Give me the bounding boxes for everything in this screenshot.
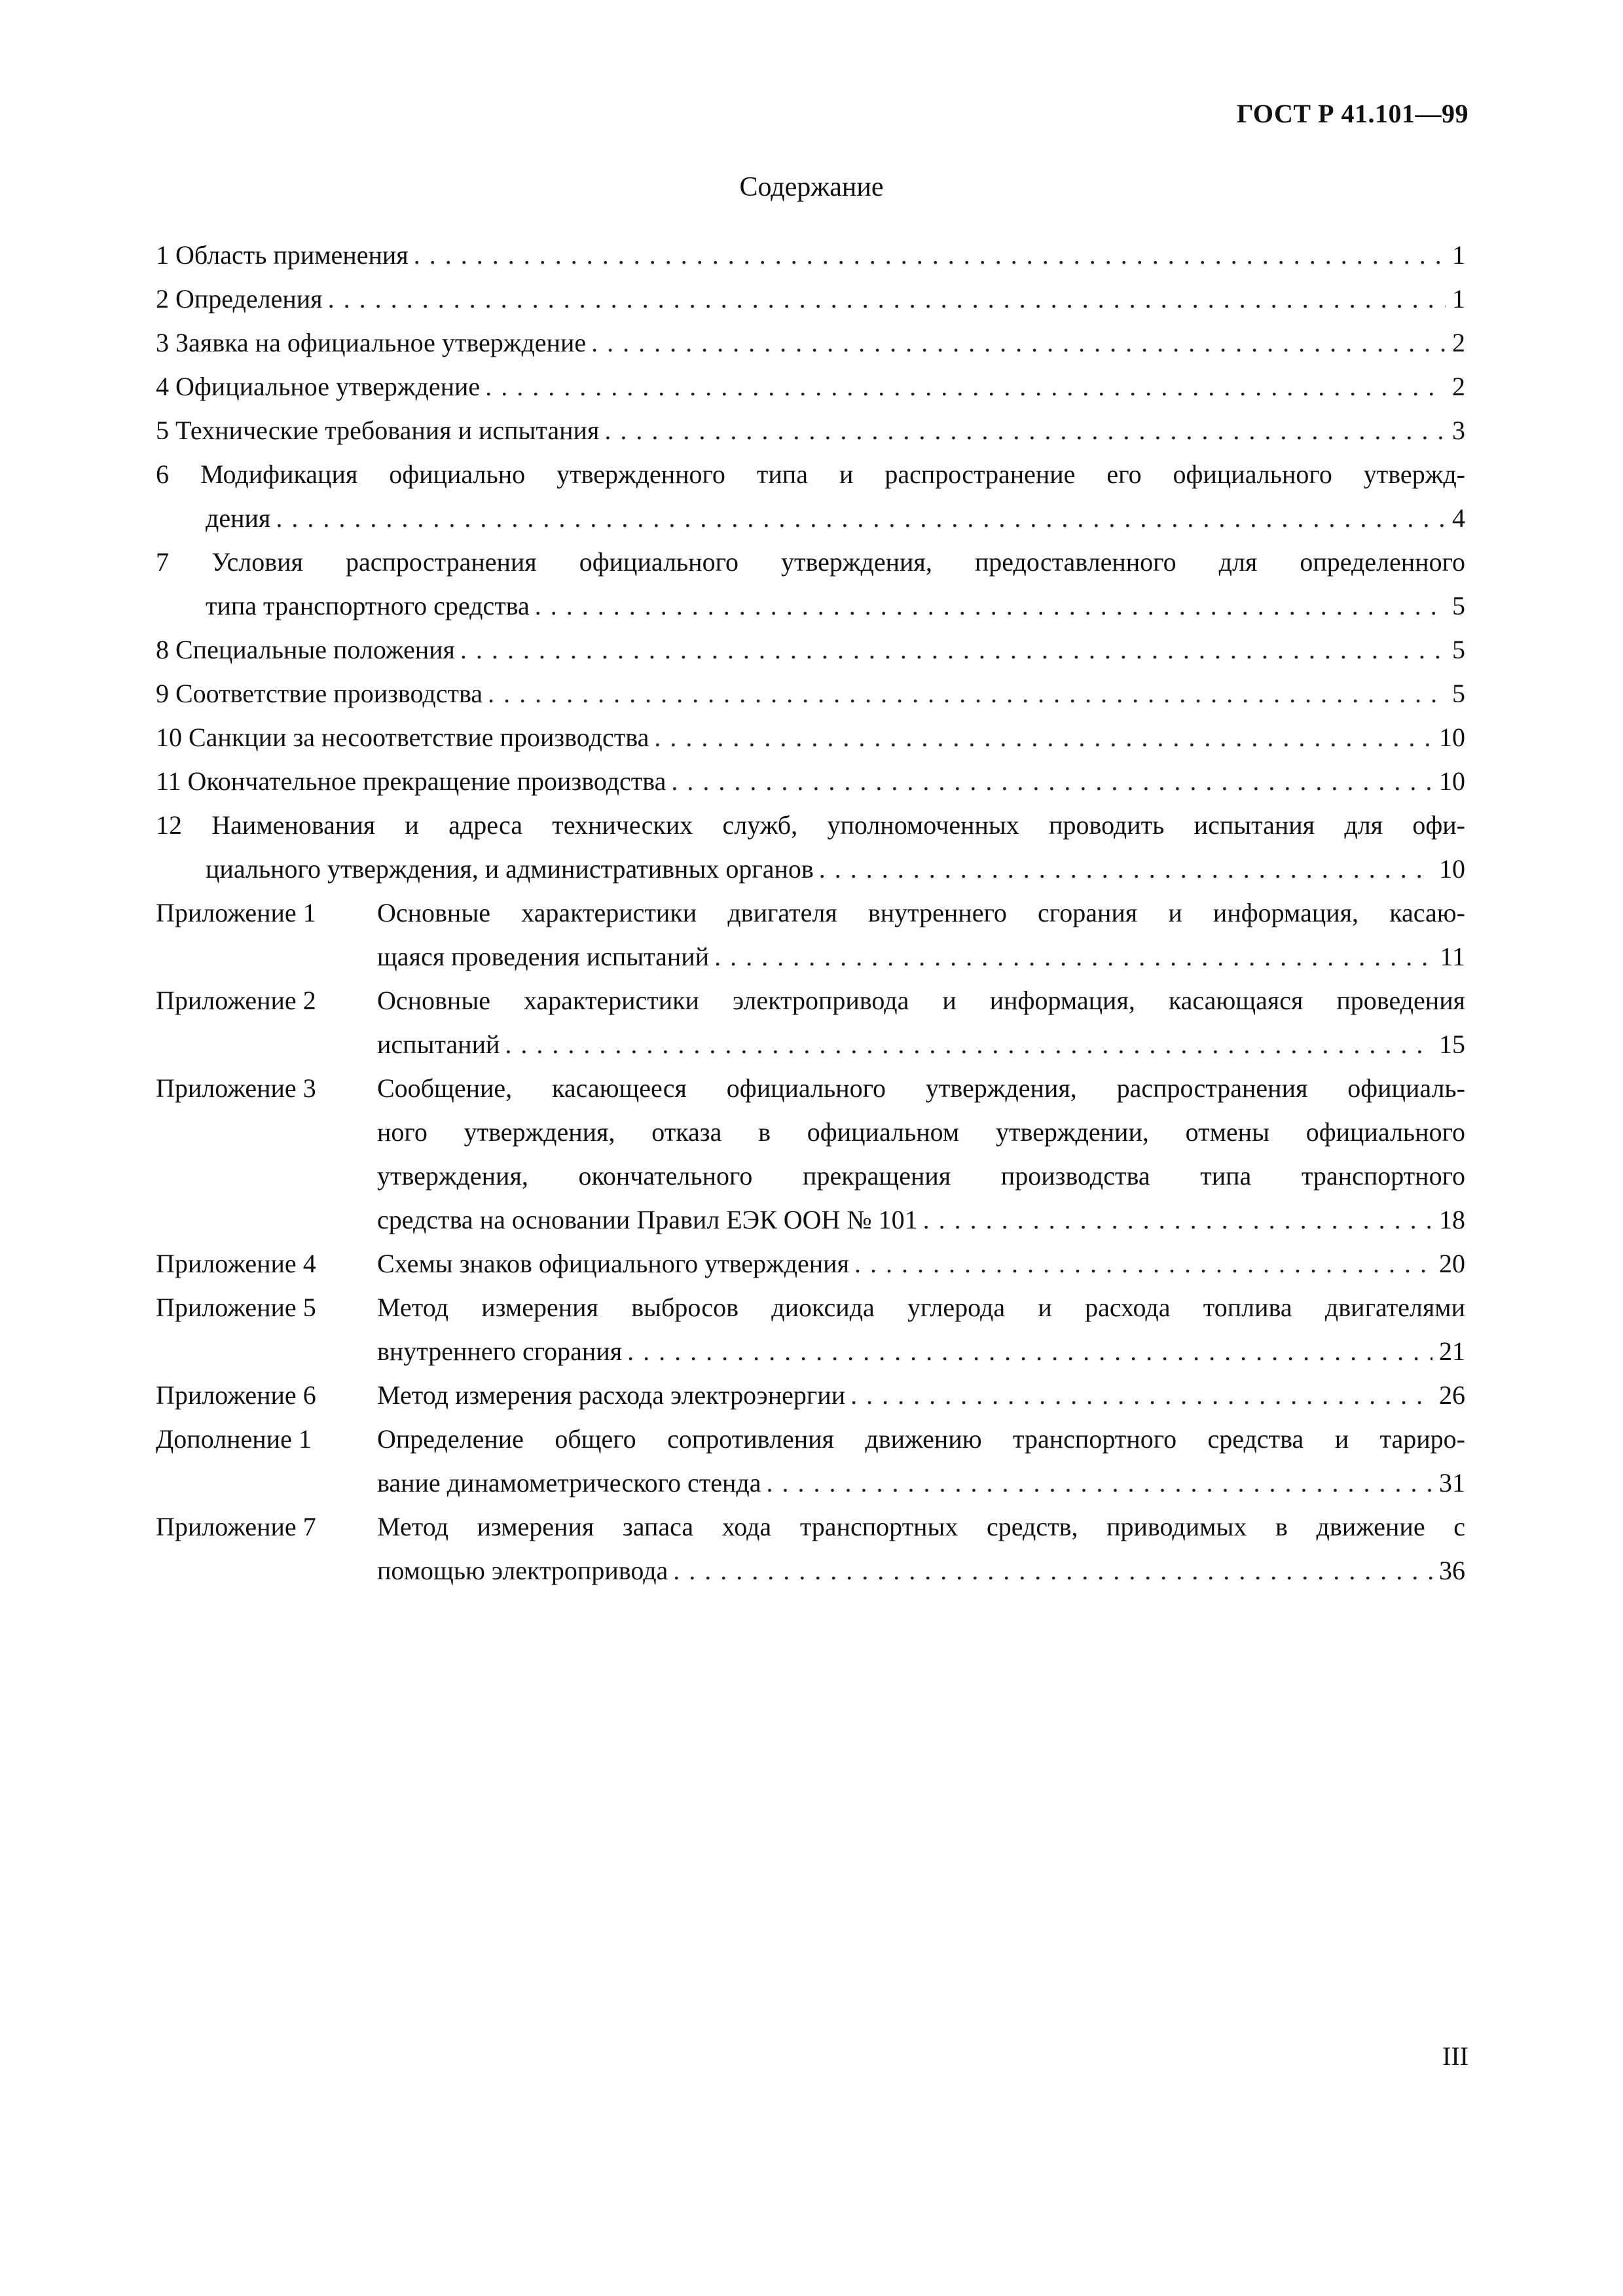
toc-entry[interactable] <box>156 715 1465 759</box>
toc-appendix-label: Приложение 1 <box>156 898 316 927</box>
toc-line <box>156 540 1465 584</box>
toc-entry-text: 3 Заявка на официальное утверждение <box>156 328 587 357</box>
document-code: ГОСТ Р 41.101—99 <box>1236 99 1468 128</box>
dot-leader <box>654 715 1432 759</box>
toc-line <box>156 1154 1465 1198</box>
toc-page-number: 10 <box>1439 854 1465 884</box>
toc-line <box>156 1242 1465 1285</box>
dot-leader <box>767 1461 1432 1505</box>
toc-appendix-label: Приложение 2 <box>156 986 316 1015</box>
toc-entry-text: Основные характеристики двигателя внутреннего сгорания и информация, касаю- <box>377 898 1465 927</box>
toc-entry-text: утверждения, окончательного прекращения производства типа транспортного <box>377 1161 1465 1191</box>
toc-line <box>156 672 1465 715</box>
toc-line <box>156 1505 1465 1549</box>
toc-entry[interactable] <box>156 759 1465 803</box>
toc-appendix-label: Приложение 5 <box>156 1293 316 1322</box>
toc-line <box>156 365 1465 408</box>
toc-line <box>156 1198 1465 1242</box>
toc-page-number: 31 <box>1439 1468 1465 1498</box>
toc-entry[interactable] <box>156 277 1465 321</box>
toc-entry[interactable] <box>156 365 1465 408</box>
dot-leader <box>819 847 1432 891</box>
toc-line <box>156 1549 1465 1592</box>
toc-entry-text: 2 Определения <box>156 284 323 314</box>
toc-entry-text: 1 Область применения <box>156 240 409 270</box>
toc-entry[interactable] <box>156 233 1465 277</box>
toc-page-number: 15 <box>1439 1030 1465 1059</box>
toc-page-number: 5 <box>1452 591 1465 620</box>
dot-leader <box>714 935 1433 978</box>
toc-entry-text: ного утверждения, отказа в официальном утверждении, отмены официального <box>377 1117 1465 1147</box>
toc-line <box>156 803 1465 847</box>
toc-line <box>156 496 1465 540</box>
toc-appendix-label: Приложение 6 <box>156 1380 316 1410</box>
toc-line <box>156 277 1465 321</box>
toc-entry-text: 12 Наименования и адреса технических служб, уполномоченных проводить испытания для офи- <box>156 810 1465 840</box>
toc-entry-text: 4 Официальное утверждение <box>156 372 481 401</box>
toc-page-number: 10 <box>1439 723 1465 752</box>
toc-entry-text: 9 Соответствие производства <box>156 679 483 708</box>
toc-appendix-label: Дополнение 1 <box>156 1424 312 1454</box>
toc-line <box>156 1285 1465 1329</box>
toc-line <box>156 1022 1465 1066</box>
dot-leader <box>485 365 1446 408</box>
toc-entry-text: 6 Модификация официально утвержденного типа и распространение его официального утвержд- <box>156 459 1465 489</box>
dot-leader <box>591 321 1446 365</box>
toc-entry-text: щаяся проведения испытаний <box>377 942 710 971</box>
toc-page-number: 21 <box>1439 1336 1465 1366</box>
toc-entry-text: Сообщение, касающееся официального утверждения, распространения официаль- <box>377 1073 1465 1103</box>
toc-appendix-label: Приложение 3 <box>156 1073 316 1103</box>
dot-leader <box>276 496 1446 540</box>
toc-entry[interactable] <box>156 672 1465 715</box>
toc-entry[interactable] <box>156 1417 1465 1505</box>
toc-appendix-label: Приложение 4 <box>156 1249 316 1278</box>
toc-entry-text: помощью электропривода <box>377 1556 668 1585</box>
toc-line <box>156 759 1465 803</box>
toc-page-number: 2 <box>1452 328 1465 357</box>
dot-leader <box>414 233 1446 277</box>
toc-page-number: 26 <box>1439 1380 1465 1410</box>
table-of-contents <box>156 233 1465 1592</box>
toc-line <box>156 628 1465 672</box>
toc-entry-text: Метод измерения запаса хода транспортных средств, приводимых в движение с <box>377 1512 1465 1541</box>
toc-entry-text: 11 Окончательное прекращение производства <box>156 766 666 796</box>
toc-entry[interactable] <box>156 1242 1465 1285</box>
toc-entry-text: вание динамометрического стенда <box>377 1468 761 1498</box>
toc-line <box>156 891 1465 935</box>
toc-line <box>156 452 1465 496</box>
toc-entry-text: циального утверждения, и административных органов <box>206 854 814 884</box>
toc-entry-text: Основные характеристики электропривода и информация, касающаяся проведения <box>377 986 1465 1015</box>
toc-page-number: 18 <box>1439 1205 1465 1234</box>
toc-page-number: 1 <box>1452 240 1465 270</box>
toc-entry[interactable] <box>156 321 1465 365</box>
toc-line <box>156 233 1465 277</box>
toc-entry[interactable] <box>156 628 1465 672</box>
toc-line <box>156 847 1465 891</box>
toc-entry[interactable] <box>156 1285 1465 1373</box>
toc-page-number: 1 <box>1452 284 1465 314</box>
toc-line <box>156 1373 1465 1417</box>
toc-entry-text: внутреннего сгорания <box>377 1336 623 1366</box>
dot-leader <box>488 672 1446 715</box>
toc-line <box>156 1417 1465 1461</box>
dot-leader <box>850 1373 1432 1417</box>
toc-line <box>156 1461 1465 1505</box>
dot-leader <box>673 1549 1432 1592</box>
dot-leader <box>627 1329 1432 1373</box>
toc-entry-text: 8 Специальные положения <box>156 635 455 664</box>
toc-line <box>156 715 1465 759</box>
toc-entry[interactable] <box>156 1505 1465 1592</box>
toc-entry-text: 5 Технические требования и испытания <box>156 416 600 445</box>
toc-line <box>156 935 1465 978</box>
toc-line <box>156 408 1465 452</box>
toc-page-number: 5 <box>1452 679 1465 708</box>
dot-leader <box>854 1242 1432 1285</box>
toc-page-number: 36 <box>1439 1556 1465 1585</box>
toc-appendix-label: Приложение 7 <box>156 1512 316 1541</box>
dot-leader <box>671 759 1432 803</box>
toc-line <box>156 1110 1465 1154</box>
toc-entry[interactable] <box>156 891 1465 978</box>
toc-entry-text: дения <box>206 503 271 533</box>
toc-entry-text: Метод измерения выбросов диоксида углерода и расхода топлива двигателями <box>377 1293 1465 1322</box>
toc-page-number: 11 <box>1440 942 1465 971</box>
toc-entry-text: средства на основании Правил ЕЭК ООН № 101 <box>377 1205 918 1234</box>
toc-entry-text: Метод измерения расхода электроэнергии <box>377 1380 846 1410</box>
dot-leader <box>604 408 1446 452</box>
toc-line <box>156 1066 1465 1110</box>
toc-page-number: 3 <box>1452 416 1465 445</box>
toc-entry[interactable] <box>156 1373 1465 1417</box>
toc-entry[interactable] <box>156 978 1465 1066</box>
toc-entry[interactable] <box>156 540 1465 628</box>
toc-entry[interactable] <box>156 408 1465 452</box>
toc-entry-text: испытаний <box>377 1030 500 1059</box>
toc-entry[interactable] <box>156 1066 1465 1242</box>
toc-line <box>156 1329 1465 1373</box>
dot-leader <box>505 1022 1432 1066</box>
toc-entry-text: Определение общего сопротивления движению транспортного средства и тариро- <box>377 1424 1465 1454</box>
toc-page-number: 5 <box>1452 635 1465 664</box>
dot-leader <box>923 1198 1432 1242</box>
toc-page-number: 4 <box>1452 503 1465 533</box>
toc-entry[interactable] <box>156 452 1465 540</box>
toc-entry-text: 7 Условия распространения официального утверждения, предоставленного для определенного <box>156 547 1465 577</box>
toc-page-number: 2 <box>1452 372 1465 401</box>
toc-title: Содержание <box>739 172 884 202</box>
toc-line <box>156 978 1465 1022</box>
dot-leader <box>328 277 1446 321</box>
toc-entry-text: Схемы знаков официального утверждения <box>377 1249 849 1278</box>
toc-line <box>156 321 1465 365</box>
toc-entry[interactable] <box>156 803 1465 891</box>
dot-leader <box>460 628 1446 672</box>
toc-entry-text: 10 Санкции за несоответствие производства <box>156 723 649 752</box>
toc-entry-text: типа транспортного средства <box>206 591 530 620</box>
dot-leader <box>535 584 1446 628</box>
toc-page-number: 20 <box>1439 1249 1465 1278</box>
toc-line <box>156 584 1465 628</box>
page-number: III <box>1442 2041 1468 2071</box>
toc-page-number: 10 <box>1439 766 1465 796</box>
